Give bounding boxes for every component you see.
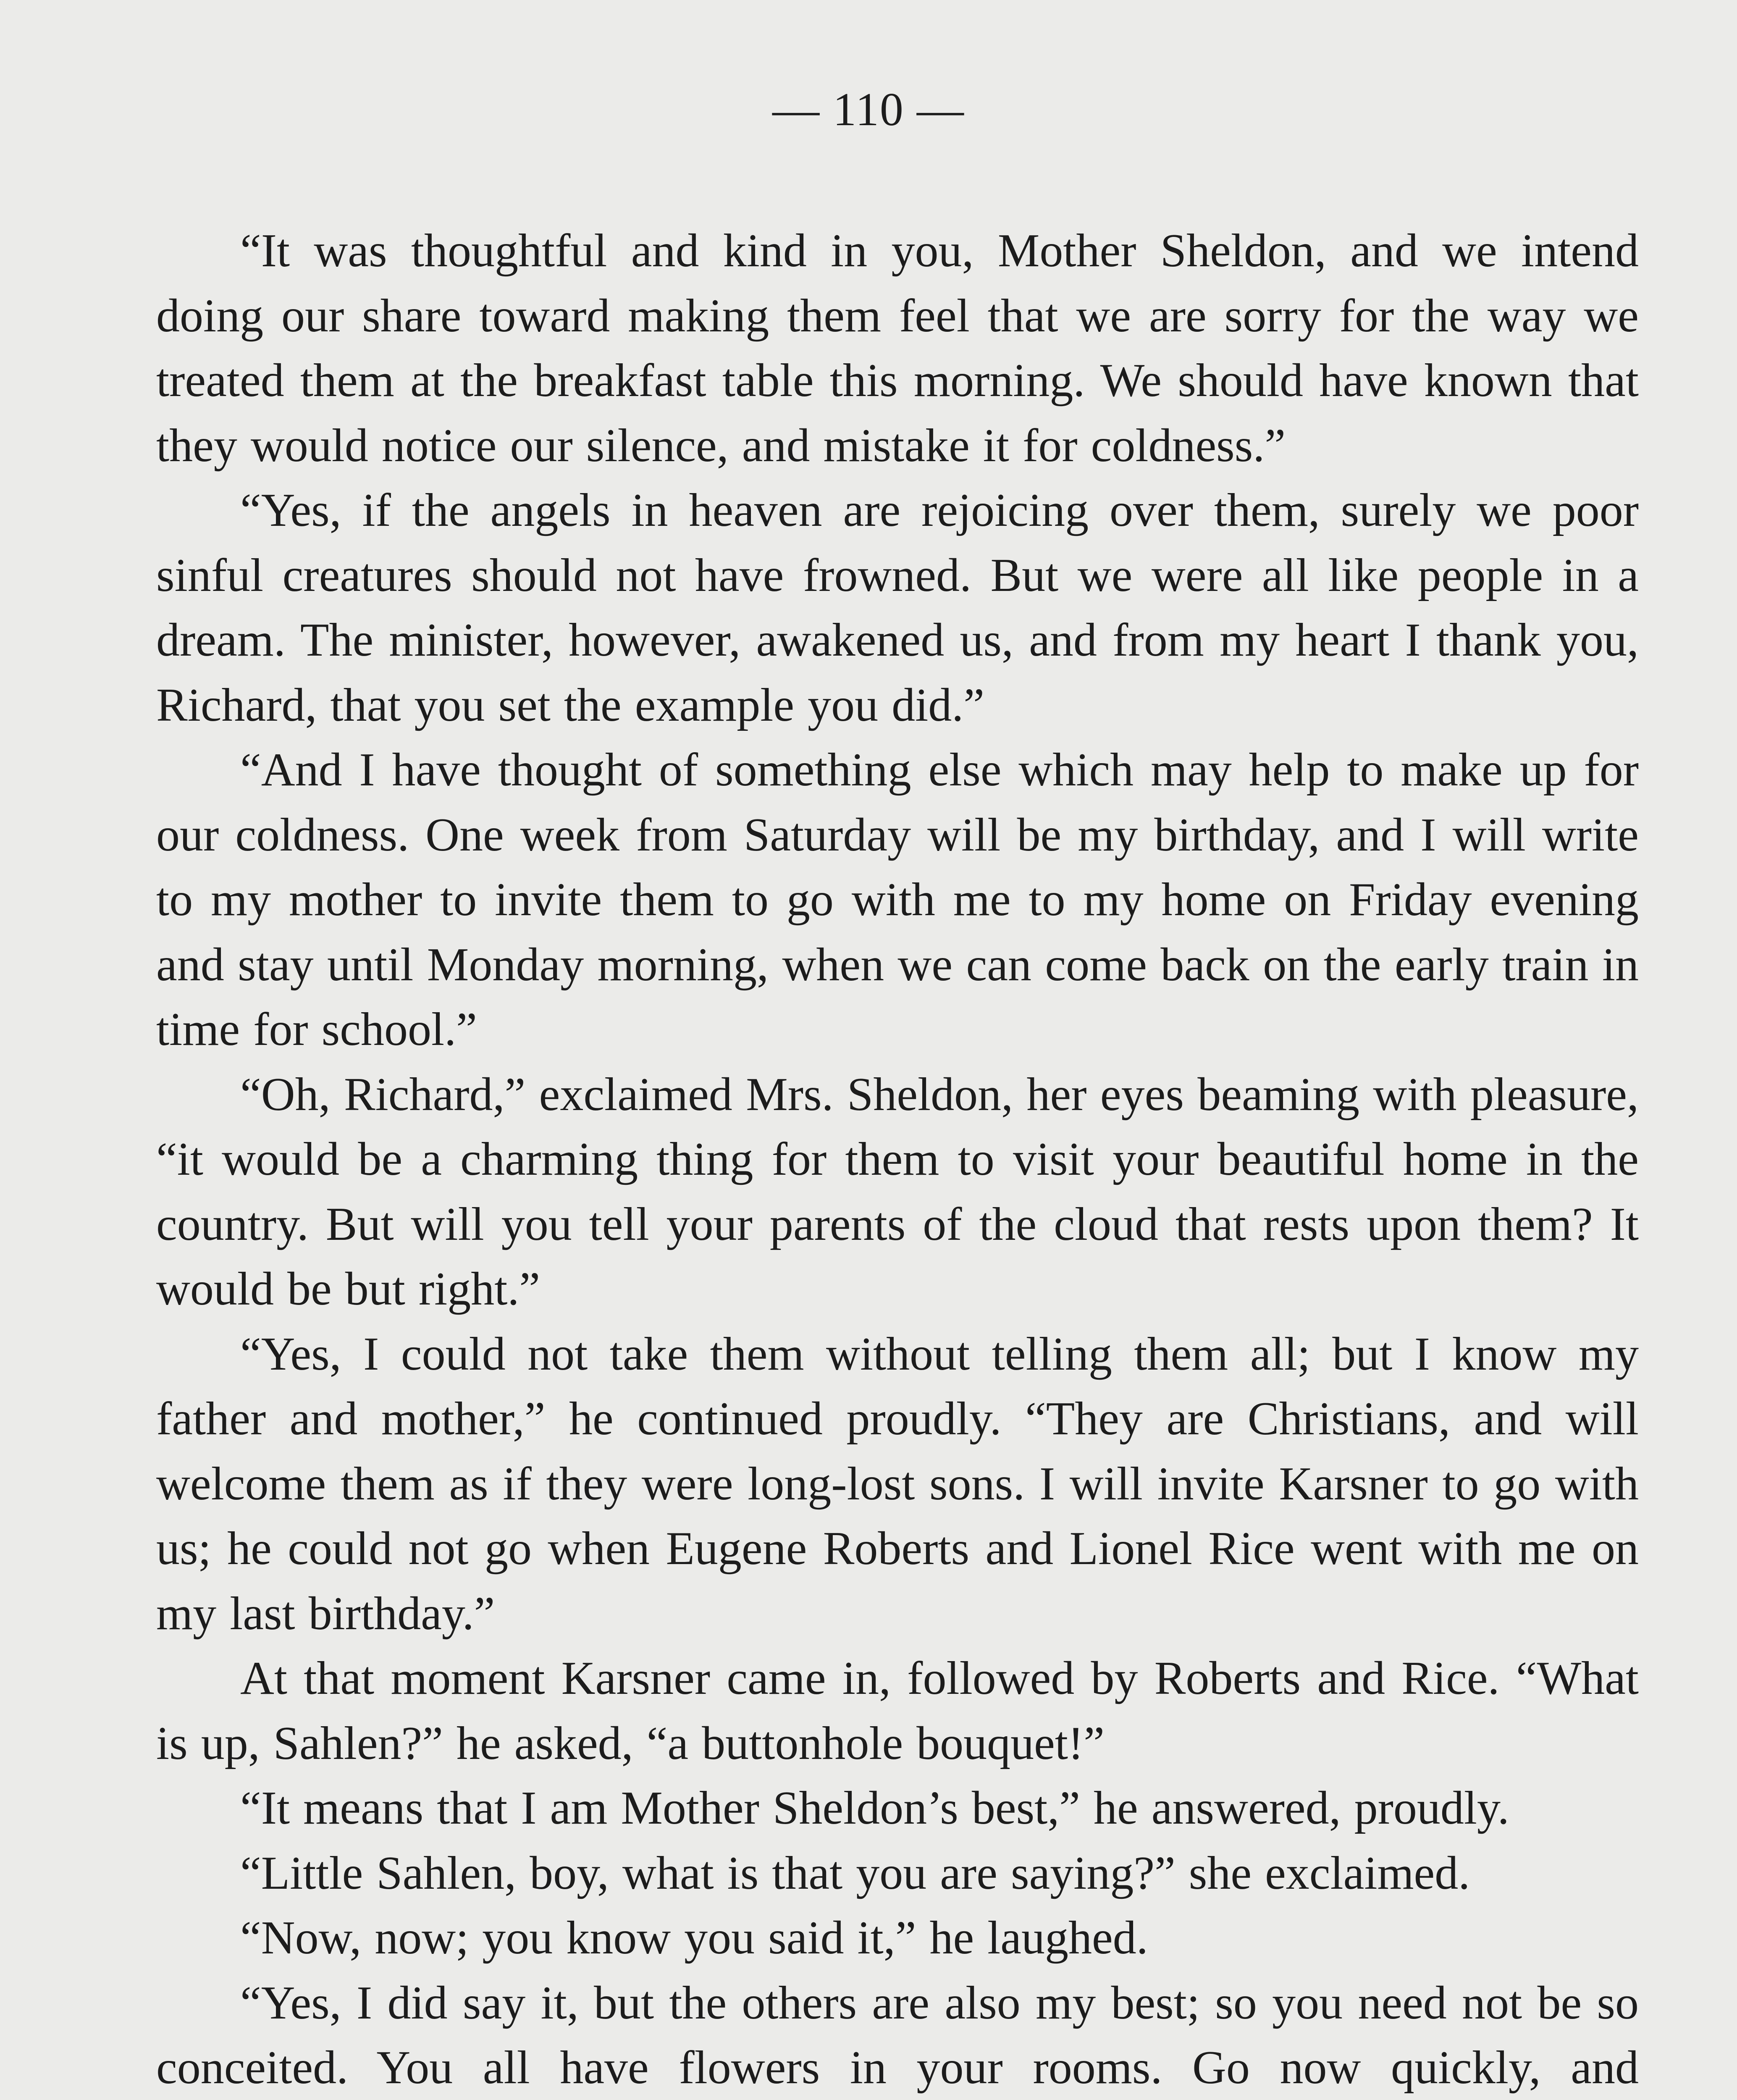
paragraph-9: “Now, now; you know you said it,” he laughed.: [240, 1912, 1148, 1964]
paragraph-1: “It was thoughtful and kind in you, Mother Sheldon, and we intend doing our share toward making them feel that we are sorry for the way we treated them at the breakfast table this morning. We should have known that they would notice our silence, and mistake it for coldness.”: [156, 225, 1639, 472]
paragraph-6: At that moment Karsner came in, followed by Roberts and Rice. “What is up, Sahlen?” he asked, “a buttonhole bouquet!”: [156, 1652, 1639, 1769]
paragraph-8: “Little Sahlen, boy, what is that you are saying?” she exclaimed.: [240, 1847, 1470, 1899]
paragraph-2: “Yes, if the angels in heaven are rejoicing over them, surely we poor sinful creatures should not have frowned. But we were all like people in a dream. The minister, however, awakened us, and from my heart I thank you, Richard, that you set the example you did.”: [156, 484, 1639, 731]
paragraph-3: “And I have thought of something else which may help to make up for our coldness. One week from Saturday will be my birthday, and I will write to my mother to invite them to go with me to my home on Friday evening and stay until Monday morning, when we can come back on the early train in time for school.”: [156, 744, 1639, 1055]
body-text: [156, 218, 1639, 2100]
paragraph-4: “Oh, Richard,” exclaimed Mrs. Sheldon, her eyes beaming with pleasure, “it would be a charming thing for them to visit your beautiful home in the country. But will you tell your parents of the cloud that rests upon them? It would be but right.”: [156, 1068, 1639, 1315]
paragraph-7: “It means that I am Mother Sheldon’s best,” he answered, proudly.: [240, 1782, 1509, 1834]
paragraph-5: “Yes, I could not take them without telling them all; but I know my father and mother,” he continued proudly. “They are Christians, and will welcome them as if they were long-lost sons. I will invite Karsner to go with us; he could not go when Eugene Roberts and Lionel Rice went with me on my last birthday.”: [156, 1328, 1639, 1640]
paragraph-10: “Yes, I did say it, but the others are also my best; so you need not be so conceited. You all have flowers in your rooms. Go now quickly, and: [156, 1977, 1639, 2094]
page-number: — 110 —: [772, 84, 965, 136]
